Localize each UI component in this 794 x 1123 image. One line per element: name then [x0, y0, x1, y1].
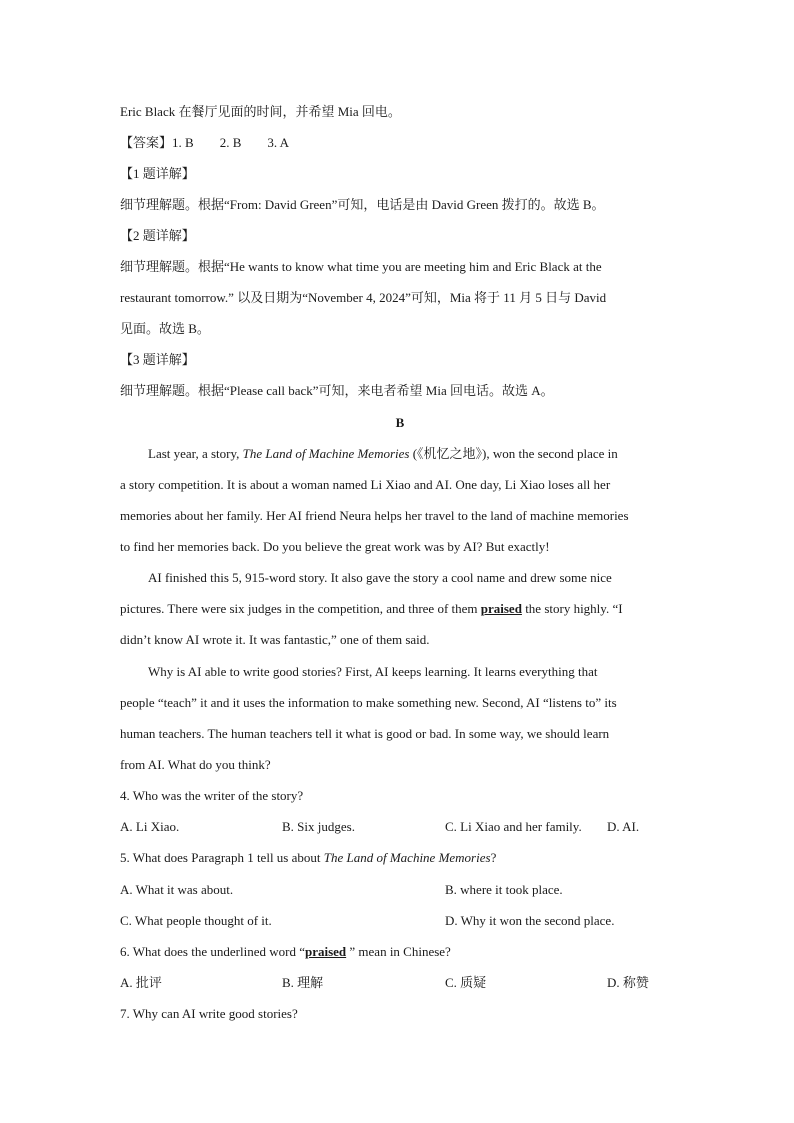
- q2-explanation-line: 细节理解题。根据“He wants to know what time you are meeting him and Eric Black at the: [120, 259, 602, 274]
- options-row: [120, 817, 680, 837]
- passage-line: memories about her family. Her AI friend Neura helps her travel to the land of machine memories: [120, 508, 629, 523]
- answer-item: 3. A: [267, 135, 290, 150]
- underlined-word: praised: [480, 601, 522, 616]
- underlined-word: praised: [304, 944, 347, 959]
- option: B. where it took place.: [445, 882, 563, 897]
- option: D. 称赞: [607, 975, 649, 990]
- passage-line: a story competition. It is about a woman named Li Xiao and AI. One day, Li Xiao loses all her: [120, 477, 611, 492]
- question-stem: 6. What does the underlined word “praised ” mean in Chinese?: [120, 944, 451, 959]
- q3-explanation: 细节理解题。根据“Please call back”可知，来电者希望 Mia 回电话。故选 A。: [120, 383, 554, 398]
- story-title: The Land of Machine Memories: [242, 446, 410, 461]
- option: D. AI.: [607, 819, 640, 834]
- passage-line: people “teach” it and it uses the information to make something new. Second, AI “listens to” its: [120, 695, 617, 710]
- passage-line: Last year, a story, The Land of Machine Memories (《机忆之地》), won the second place in: [148, 446, 618, 461]
- option: A. Li Xiao.: [120, 819, 180, 834]
- q3-header: 【3 题详解】: [120, 352, 195, 367]
- option: C. What people thought of it.: [120, 913, 272, 928]
- option: A. 批评: [120, 975, 162, 990]
- question-stem: 5. What does Paragraph 1 tell us about The Land of Machine Memories?: [120, 850, 497, 865]
- option: D. Why it won the second place.: [445, 913, 615, 928]
- answer-line: [120, 133, 315, 153]
- passage-line: human teachers. The human teachers tell it what is good or bad. In some way, we should learn: [120, 726, 610, 741]
- options-row: [120, 911, 680, 931]
- answer-label: 【答案】: [120, 135, 173, 150]
- question-stem: 7. Why can AI write good stories?: [120, 1006, 298, 1021]
- intro-tail: Eric Black 在餐厅见面的时间，并希望 Mia 回电。: [120, 104, 401, 119]
- options-row: [120, 973, 680, 993]
- q2-explanation-line: restaurant tomorrow.” 以及日期为“November 4, 2024”可知，Mia 将于 11 月 5 日与 David: [120, 290, 607, 305]
- option: B. 理解: [282, 975, 324, 990]
- passage-line: AI finished this 5, 915-word story. It also gave the story a cool name and drew some nice: [148, 570, 612, 585]
- option: A. What it was about.: [120, 882, 234, 897]
- story-title: The Land of Machine Memories: [323, 850, 491, 865]
- option: C. 质疑: [445, 975, 487, 990]
- options-row: [120, 880, 680, 900]
- option: B. Six judges.: [282, 819, 355, 834]
- answer-item: 2. B: [219, 135, 242, 150]
- passage-line: didn’t know AI wrote it. It was fantastic,” one of them said.: [120, 632, 430, 647]
- q2-explanation-line: 见面。故选 B。: [120, 321, 210, 336]
- section-title: B: [395, 415, 405, 430]
- passage-line: Why is AI able to write good stories? First, AI keeps learning. It learns everything that: [148, 664, 598, 679]
- passage-line: to find her memories back. Do you believe the great work was by AI? But exactly!: [120, 539, 550, 554]
- q1-explanation: 细节理解题。根据“From: David Green”可知，电话是由 David Green 拨打的。故选 B。: [120, 197, 605, 212]
- q1-header: 【1 题详解】: [120, 166, 195, 181]
- answer-item: 1. B: [172, 135, 194, 150]
- option: C. Li Xiao and her family.: [445, 819, 582, 834]
- q2-header: 【2 题详解】: [120, 228, 195, 243]
- question-stem: 4. Who was the writer of the story?: [120, 788, 304, 803]
- passage-line: pictures. There were six judges in the competition, and three of them praised the story highly. “I: [120, 601, 623, 616]
- passage-line: from AI. What do you think?: [120, 757, 271, 772]
